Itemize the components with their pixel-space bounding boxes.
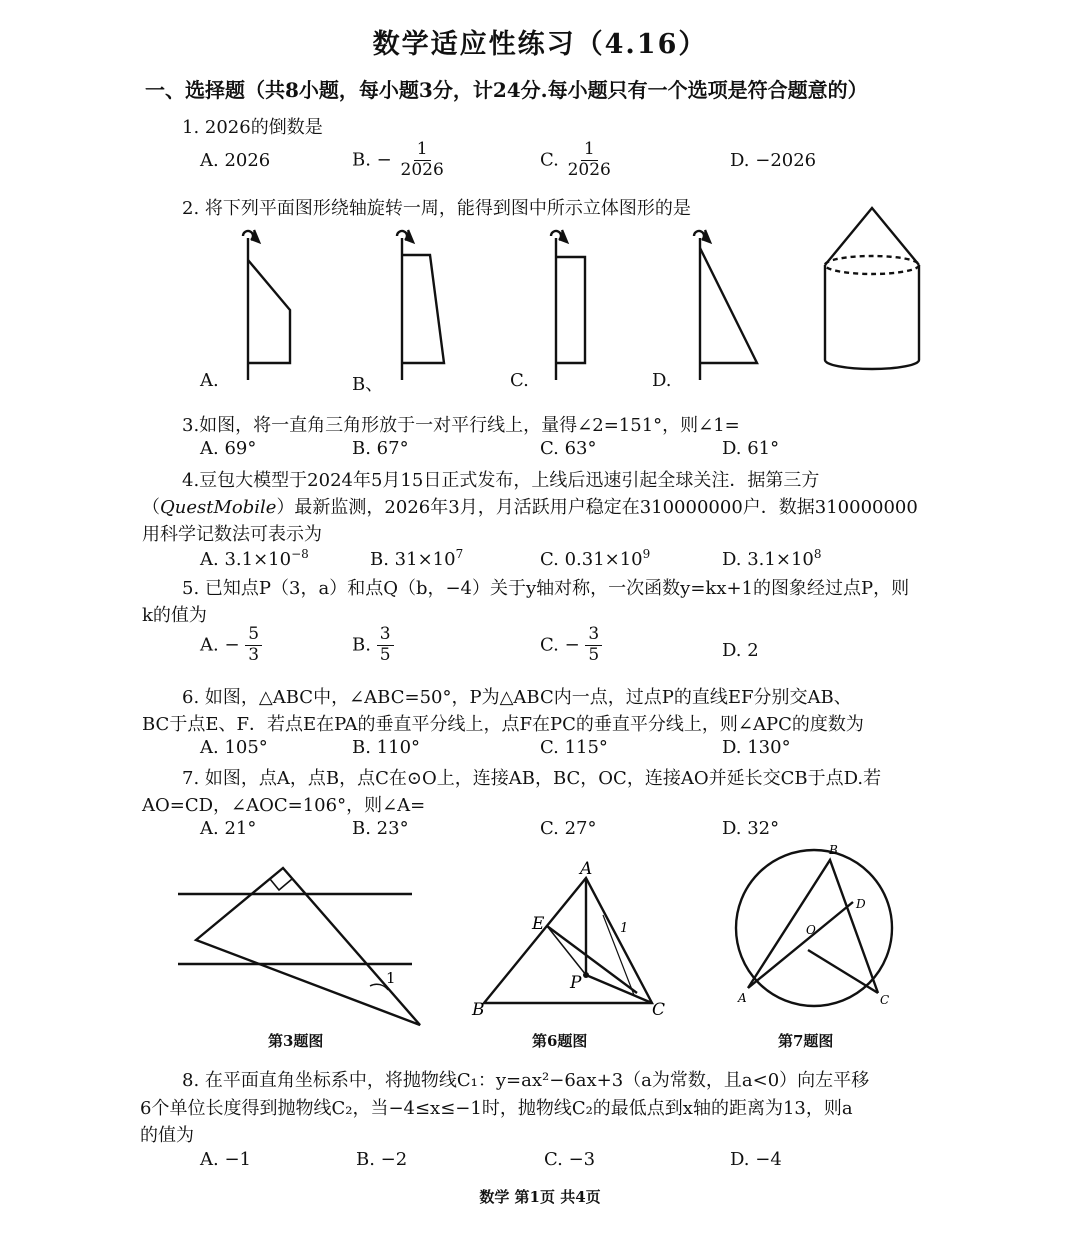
q8-option-d: D. −4 xyxy=(730,1149,782,1170)
q4-option-d: D. $3.1\times 10^8$ xyxy=(722,547,822,570)
q8-option-b: B. −2 xyxy=(356,1149,408,1170)
q2-figure-b xyxy=(397,230,444,380)
q4-option-c: C. $0.31\times 10^9$ xyxy=(540,547,651,570)
q4-option-a: A. $3.1\times 10^{-8}$ xyxy=(200,547,309,570)
q3-option-d: D. 61° xyxy=(722,438,780,459)
q1-option-b: B. − $\frac{1}{2026}$ xyxy=(352,139,444,180)
fig7-label-A: A xyxy=(738,991,747,1005)
fig3-caption: 第3题图 xyxy=(268,1032,324,1050)
page-title: 数学适应性练习（4.16） xyxy=(372,29,708,60)
q8-option-a: A. −1 xyxy=(200,1149,251,1170)
fig3-angle1-label: 1 xyxy=(386,969,396,987)
q6-option-b: B. 110° xyxy=(352,737,421,758)
q5-option-a: A. − $\frac{5}{3}$ xyxy=(200,625,262,665)
fig6-caption: 第6题图 xyxy=(532,1032,588,1050)
fig6-label-F: 1 xyxy=(620,921,629,936)
q5-line1: 5. 已知点P（3，a）和点Q（b，−4）关于y轴对称，一次函数y=kx+1的图象经过点P，则 xyxy=(182,578,910,599)
q2-option-d: D. xyxy=(652,370,672,391)
q7-option-b: B. 23° xyxy=(352,818,409,839)
q6-option-c: C. 115° xyxy=(540,737,608,758)
q6-line2: BC于点E、F．若点E在PA的垂直平分线上，点F在PC的垂直平分线上，则∠APC的度数为 xyxy=(142,714,864,735)
fig7-label-D: D xyxy=(856,897,866,911)
q2-figure-d xyxy=(694,230,757,380)
q2-option-b: B、 xyxy=(352,374,384,395)
q4-line3: 用科学记数法可表示为 xyxy=(142,524,322,545)
fig6-label-C: C xyxy=(652,1000,666,1020)
fig7-label-C: C xyxy=(880,993,890,1007)
q6-option-d: D. 130° xyxy=(722,737,791,758)
q4-line1: 4.豆包大模型于2024年5月15日正式发布，上线后迅速引起全球关注．据第三方 xyxy=(182,470,820,491)
q8-option-c: C. −3 xyxy=(544,1149,596,1170)
q1-stem: 1. 2026的倒数是 xyxy=(182,117,323,138)
q1-option-a: A. 2026 xyxy=(200,150,271,171)
fig7-caption: 第7题图 xyxy=(778,1032,834,1050)
q4-line2: （QuestMobile）最新监测，2026年3月，月活跃用户稳定在310000000户．数据310000000 xyxy=(142,497,918,518)
q3-option-a: A. 69° xyxy=(200,438,257,459)
q2-figure-a xyxy=(243,230,290,380)
q1-option-d: D. −2026 xyxy=(730,150,817,171)
q8-line1: 8. 在平面直角坐标系中，将抛物线C₁：y=ax²−6ax+3（a为常数，且a<0）向左平移 xyxy=(182,1070,870,1091)
fig6-label-E: E xyxy=(532,914,545,934)
q8-line3: 的值为 xyxy=(140,1125,194,1146)
q5-option-b: B. $\frac{3}{5}$ xyxy=(352,625,394,665)
q6-option-a: A. 105° xyxy=(200,737,268,758)
fig7-label-B: B xyxy=(829,843,838,857)
fig6-label-P: P xyxy=(570,973,582,993)
fig7-label-O: O xyxy=(806,923,816,937)
q3-option-c: C. 63° xyxy=(540,438,597,459)
q2-figures xyxy=(0,220,1080,400)
page-footer: 数学 第1页 共4页 xyxy=(479,1188,601,1206)
q7-line2: AO=CD，∠AOC=106°，则∠A= xyxy=(142,795,426,816)
q5-option-d: D. 2 xyxy=(722,640,759,661)
q2-solid-cone-cylinder xyxy=(825,208,919,369)
q7-option-c: C. 27° xyxy=(540,818,597,839)
q2-stem: 2. 将下列平面图形绕轴旋转一周，能得到图中所示立体图形的是 xyxy=(182,198,691,219)
q1-option-c: C. $\frac{1}{2026}$ xyxy=(540,139,611,180)
q3-stem: 3.如图，将一直角三角形放于一对平行线上，量得∠2=151°，则∠1= xyxy=(182,415,740,436)
q6-line1: 6. 如图，△ABC中，∠ABC=50°，P为△ABC内一点，过点P的直线EF分别交AB、 xyxy=(182,687,852,708)
q2-option-a: A. xyxy=(200,370,219,391)
fig6-label-B: B xyxy=(472,1000,485,1020)
q7-line1: 7. 如图，点A，点B，点C在⊙O上，连接AB，BC，OC，连接AO并延长交CB于点D.若 xyxy=(182,768,882,789)
q7-option-d: D. 32° xyxy=(722,818,780,839)
fig6-label-A: A xyxy=(580,859,593,879)
q4-option-b: B. $31\times 10^7$ xyxy=(370,547,464,570)
q2-figure-c xyxy=(551,230,585,380)
q3-option-b: B. 67° xyxy=(352,438,409,459)
q7-option-a: A. 21° xyxy=(200,818,257,839)
figure-7 xyxy=(0,843,1000,1040)
section-header: 一、选择题（共8小题，每小题3分，计24分.每小题只有一个选项是符合题意的） xyxy=(145,78,868,102)
q8-line2: 6个单位长度得到抛物线C₂，当−4≤x≤−1时，抛物线C₂的最低点到x轴的距离为13，则a xyxy=(140,1098,853,1119)
q5-option-c: C. − $\frac{3}{5}$ xyxy=(540,625,602,665)
q5-line2: k的值为 xyxy=(142,605,207,626)
q2-option-c: C. xyxy=(510,370,529,391)
